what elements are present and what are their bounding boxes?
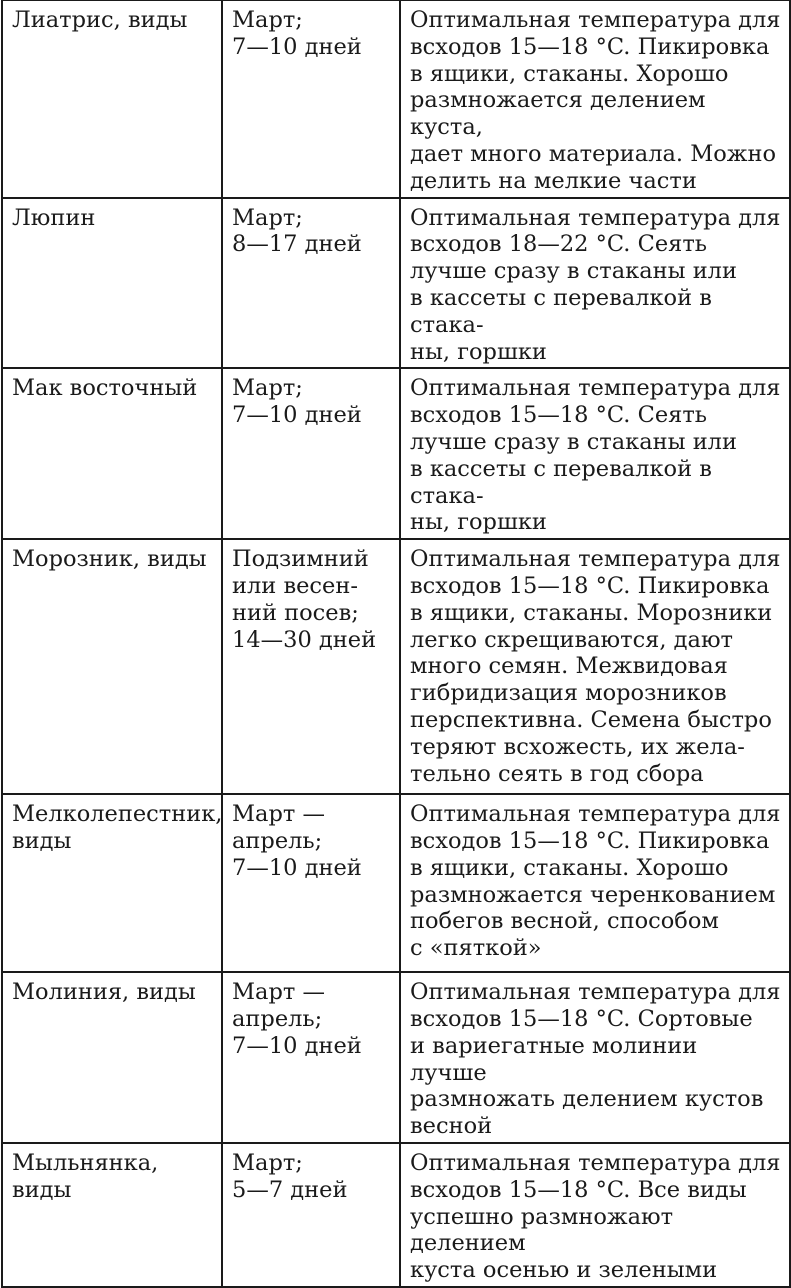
sowing-time-cell: Март — апрель; 7—10 дней [222,972,400,1143]
notes-cell: Оптимальная температура для всходов 15—18 °C. Пикировка в ящики, стаканы. Хорошо размножается черенкованием побегов весной, способом с «пяткой» [400,794,790,972]
plant-name-cell: Мак восточный [2,368,222,539]
table-row [2,539,790,794]
notes-cell: Оптимальная температура для всходов 15—18 °C. Пикировка в ящики, стаканы. Морозники легко скрещиваются, дают много семян. Межвидовая гибридизация морозников перспективна. Семена быстро теряют всхожесть, их жела- тельно сеять в год сбора [400,539,790,794]
plant-name-cell: Лиатрис, виды [2,0,222,198]
plant-name-cell: Мелколепестник, виды [2,794,222,972]
notes-cell: Оптимальная температура для всходов 15—18 °C. Пикировка в ящики, стаканы. Хорошо размножается делением куста, дает много материала. Можно делить на мелкие части [400,0,790,198]
plant-name-cell: Морозник, виды [2,539,222,794]
table-row [2,0,790,198]
plant-sowing-table [1,0,791,1288]
notes-cell: Оптимальная температура для всходов 15—18 °C. Сортовые и вариегатные молинии лучше размножать делением кустов весной [400,972,790,1143]
sowing-time-cell: Март — апрель; 7—10 дней [222,794,400,972]
sowing-time-cell: Март; 8—17 дней [222,198,400,369]
notes-cell: Оптимальная температура для всходов 18—22 °C. Сеять лучше сразу в стаканы или в кассеты с перевалкой в стака- ны, горшки [400,198,790,369]
plant-name-cell: Люпин [2,198,222,369]
table-row [2,972,790,1143]
table-row [2,368,790,539]
plant-name-cell: Молиния, виды [2,972,222,1143]
sowing-time-cell: Март; 5—7 дней [222,1143,400,1287]
table-row [2,794,790,972]
sowing-time-cell: Март; 7—10 дней [222,368,400,539]
notes-cell: Оптимальная температура для всходов 15—18 °C. Все виды успешно размножают делением куста осенью и зелеными [400,1143,790,1287]
table-row [2,1143,790,1287]
sowing-time-cell: Подзимний или весен- ний посев; 14—30 дней [222,539,400,794]
sowing-time-cell: Март; 7—10 дней [222,0,400,198]
table-row [2,198,790,369]
plant-name-cell: Мыльнянка, виды [2,1143,222,1287]
notes-cell: Оптимальная температура для всходов 15—18 °C. Сеять лучше сразу в стаканы или в кассеты с перевалкой в стака- ны, горшки [400,368,790,539]
